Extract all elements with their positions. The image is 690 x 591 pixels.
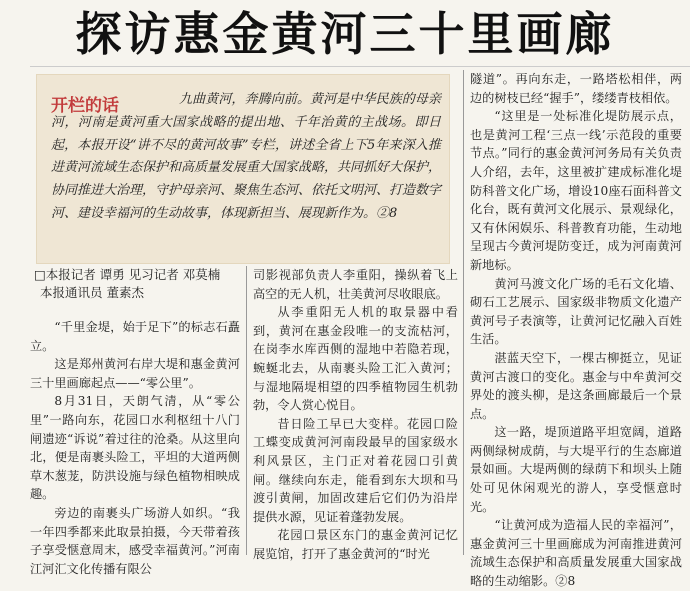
column-divider-2 [463, 70, 464, 555]
paragraph: 隧道”。再向东走，一路塔松相伴，两边的树枝已经“握手”，缕缕青枝相依。 [470, 72, 682, 105]
byline-line-1: □本报记者 谭勇 见习记者 邓莫楠 [34, 267, 221, 282]
article-column-3 [470, 70, 682, 589]
paragraph: 从李重阳无人机的取景器中看到，黄河在惠金段唯一的支流枯河，在岗李水库西侧的湿地中若隐若现，蜿蜒北去，从南裹头险工汇入黄河；与湿地隔堤相望的四季植物园生机勃勃，令人赏心悦目。 [253, 305, 458, 413]
paragraph: “千里金堤，始于足下”的标志石矗立。 [30, 320, 240, 353]
paragraph: 旁边的南裹头广场游人如织。“我一年四季都来此取景拍摄，今天带着孩子享受惬意周末，感受幸福黄河。”河南江河汇文化传播有限公 [30, 505, 240, 576]
paragraph: 这一路，堤顶道路平坦宽阔，道路两侧绿树成荫，与大堤平行的生态廊道景如画。大堤两侧的绿荫下和坝头上随处可见休闲观光的游人，享受惬意时光。 [470, 425, 682, 514]
paragraph: 昔日险工早已大变样。花园口险工蝶变成黄河河南段最早的国家级水利风景区，主门正对着花园口引黄闸。继续向东走，能看到东大坝和马渡引黄闸，加固改建后它们仍为沿岸提供水源，见证着蓬勃发展。 [253, 416, 458, 524]
headline: 探访惠金黄河三十里画廊 [75, 7, 615, 61]
byline-line-2: 本报通讯员 董素杰 [40, 285, 144, 300]
column-divider-1 [246, 266, 247, 555]
headline-rule [30, 66, 690, 67]
paragraph: 花园口景区东门的惠金黄河记忆展览馆，打开了惠金黄河的“时光 [253, 528, 458, 561]
paragraph: “让黄河成为造福人民的幸福河”，惠金黄河三十里画廊成为河南推进黄河流域生态保护和高质量发展重大国家战略的生动缩影。②8 [470, 518, 682, 589]
paragraph: 黄河马渡文化广场的毛石文化墙、砌石工艺展示、国家级非物质文化遗产黄河号子表演等，让黄河记忆融入百姓生活。 [470, 276, 682, 347]
byline [34, 266, 254, 302]
paragraph: 湛蓝天空下，一棵古柳挺立，见证黄河古渡口的变化。惠金与中牟黄河交界处的渡头柳，是这条画廊最后一个景点。 [470, 350, 682, 421]
paragraph: 司影视部负责人李重阳，操纵着飞上高空的无人机，壮美黄河尽收眼底。 [253, 268, 458, 301]
paragraph: 这是郑州黄河右岸大堤和惠金黄河三十里画廊起点——“零公里”。 [30, 357, 240, 390]
paragraph: 8月31日，天朗气清，从“零公里”一路向东，花园口水利枢纽十八门闸遗迹“诉说”着过往的沧桑。从这里向北，便是南裹头险工，平坦的大道两侧草木葱茏，防洪设施与绿色植物相映成趣。 [30, 394, 240, 502]
paragraph: “这里是一处标准化堤防展示点，也是黄河工程‘三点一线’示范段的重要节点。”同行的惠金黄河河务局有关负责人介绍，去年，这里被扩建成标准化堤防科普文化广场，增设10座石面科普文化台，既有黄河文化展示、景观绿化，又有休闲娱乐、科普教育功能，生动地呈现古今黄河堤防变迁，成为河南黄河新地标。 [470, 109, 682, 272]
intro-text: 九曲黄河，奔腾向前。黄河是中华民族的母亲河，河南是黄河重大国家战略的提出地、千年治黄的主战场。即日起，本报开设“讲不尽的黄河故事”专栏，讲述全省上下5年来深入推进黄河流域生态保护和高质量发展重大国家战略，共同抓好大保护，协同推进大治理，守护母亲河、聚焦生态河、依托文明河、打造数字河、建设幸福河的生动故事，体现新担当、展现新作为。②8 [51, 92, 442, 221]
article-column-1 [30, 318, 240, 576]
intro-label: 开栏的话 [51, 96, 119, 116]
article-column-2 [253, 266, 458, 561]
intro-box [36, 74, 450, 264]
